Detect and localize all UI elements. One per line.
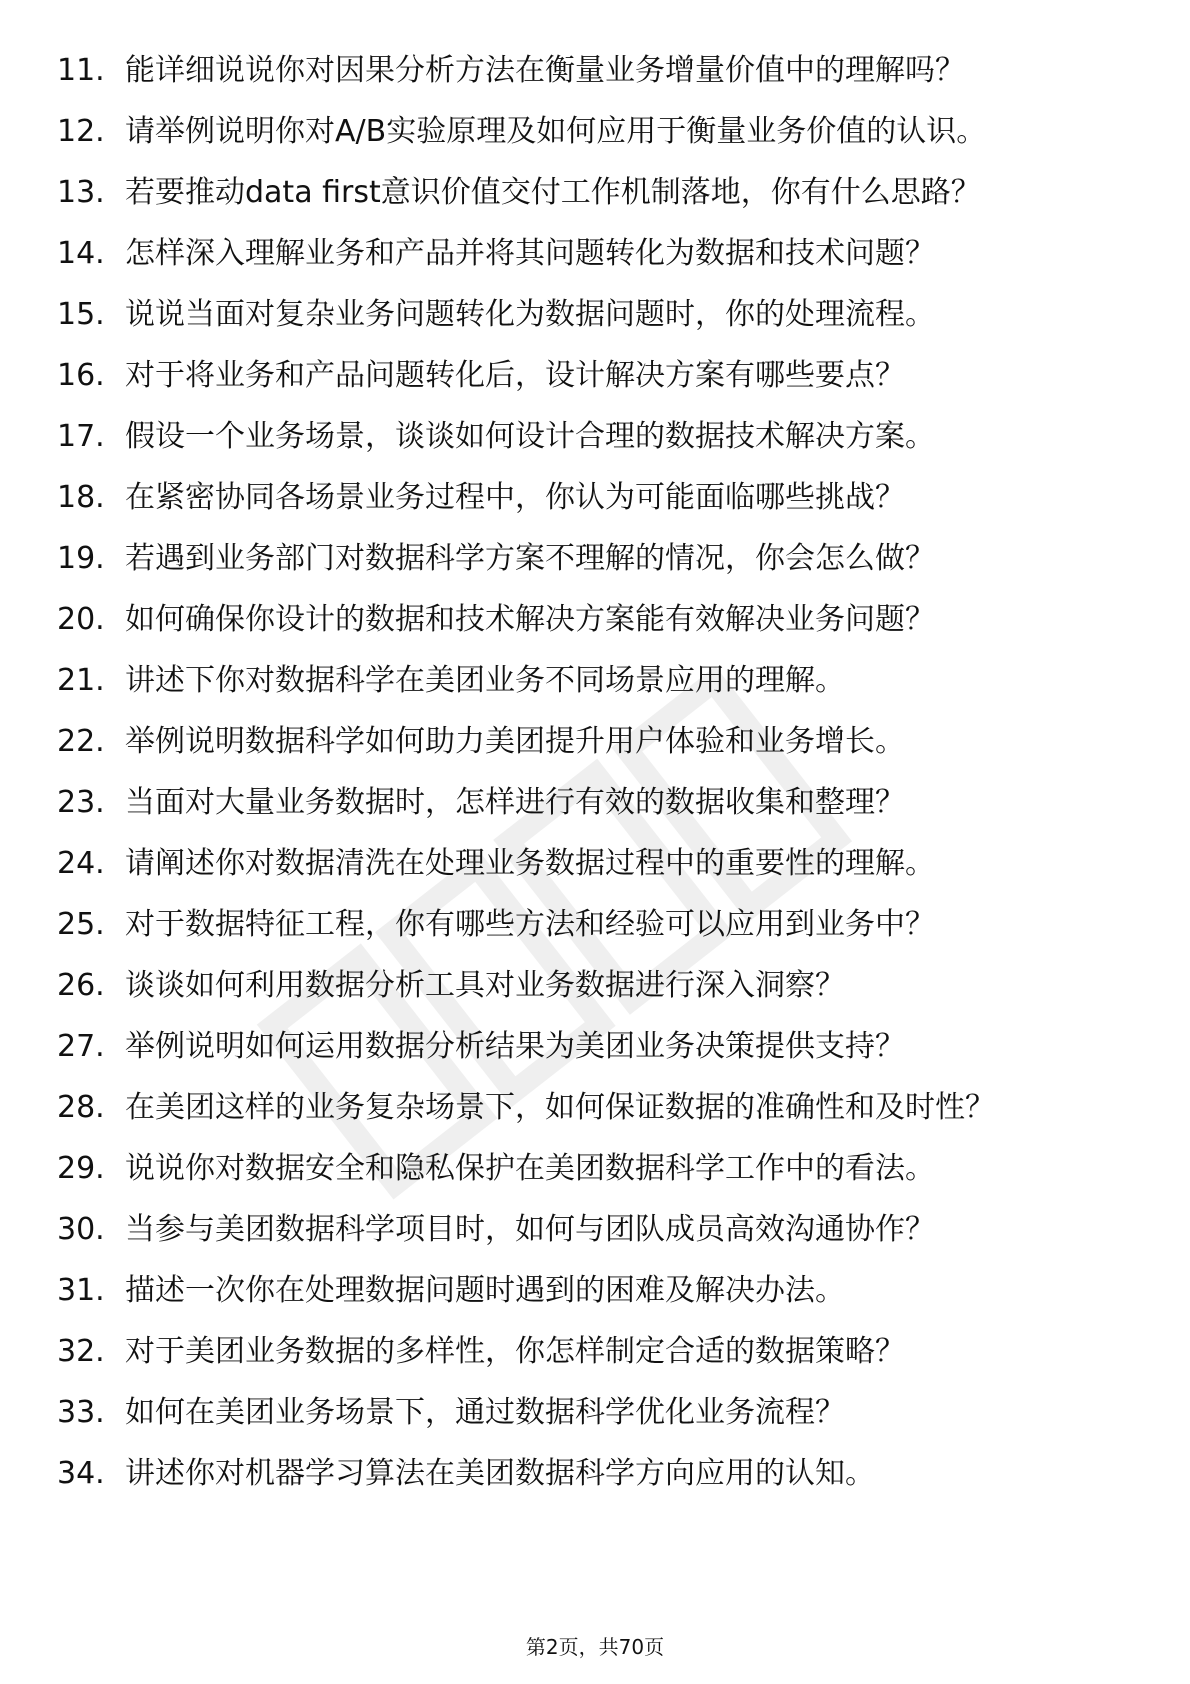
question-list xyxy=(57,52,1097,1516)
question-number: 26. xyxy=(57,968,105,1003)
list-item xyxy=(57,52,1097,90)
list-item xyxy=(57,479,1097,517)
question-number: 18. xyxy=(57,480,105,515)
question-text: 说说你对数据安全和隐私保护在美团数据科学工作中的看法。 xyxy=(125,1151,935,1186)
question-text: 说说当面对复杂业务问题转化为数据问题时，你的处理流程。 xyxy=(125,297,935,332)
list-item xyxy=(57,662,1097,700)
question-number: 23. xyxy=(57,785,105,820)
list-item xyxy=(57,357,1097,395)
list-item xyxy=(57,1150,1097,1188)
list-item xyxy=(57,113,1097,151)
question-number: 14. xyxy=(57,236,105,271)
list-item xyxy=(57,418,1097,456)
question-text: 讲述你对机器学习算法在美团数据科学方向应用的认知。 xyxy=(125,1456,875,1491)
question-number: 30. xyxy=(57,1212,105,1247)
question-number: 25. xyxy=(57,907,105,942)
list-item xyxy=(57,1455,1097,1493)
question-text: 在紧密协同各场景业务过程中，你认为可能面临哪些挑战？ xyxy=(125,480,905,515)
list-item xyxy=(57,540,1097,578)
question-number: 33. xyxy=(57,1395,105,1430)
question-number: 17. xyxy=(57,419,105,454)
list-item xyxy=(57,174,1097,212)
question-number: 21. xyxy=(57,663,105,698)
question-text: 在美团这样的业务复杂场景下，如何保证数据的准确性和及时性？ xyxy=(125,1090,995,1125)
question-number: 27. xyxy=(57,1029,105,1064)
list-item xyxy=(57,784,1097,822)
list-item xyxy=(57,1394,1097,1432)
question-number: 15. xyxy=(57,297,105,332)
question-text: 请举例说明你对A/B实验原理及如何应用于衡量业务价值的认识。 xyxy=(125,114,987,149)
list-item xyxy=(57,906,1097,944)
question-number: 19. xyxy=(57,541,105,576)
list-item xyxy=(57,1333,1097,1371)
question-number: 28. xyxy=(57,1090,105,1125)
question-text: 若要推动data first意识价值交付工作机制落地，你有什么思路？ xyxy=(125,175,981,210)
list-item xyxy=(57,1089,1097,1127)
question-number: 34. xyxy=(57,1456,105,1491)
question-text: 能详细说说你对因果分析方法在衡量业务增量价值中的理解吗？ xyxy=(125,53,965,88)
list-item xyxy=(57,1272,1097,1310)
list-item xyxy=(57,235,1097,273)
question-number: 20. xyxy=(57,602,105,637)
list-item xyxy=(57,1028,1097,1066)
question-text: 假设一个业务场景，谈谈如何设计合理的数据技术解决方案。 xyxy=(125,419,935,454)
list-item xyxy=(57,967,1097,1005)
list-item xyxy=(57,723,1097,761)
question-text: 请阐述你对数据清洗在处理业务数据过程中的重要性的理解。 xyxy=(125,846,935,881)
list-item xyxy=(57,296,1097,334)
question-number: 11. xyxy=(57,53,105,88)
question-text: 对于美团业务数据的多样性，你怎样制定合适的数据策略？ xyxy=(125,1334,905,1369)
question-text: 怎样深入理解业务和产品并将其问题转化为数据和技术问题？ xyxy=(125,236,935,271)
question-number: 32. xyxy=(57,1334,105,1369)
list-item xyxy=(57,845,1097,883)
question-number: 24. xyxy=(57,846,105,881)
question-text: 当参与美团数据科学项目时，如何与团队成员高效沟通协作？ xyxy=(125,1212,935,1247)
question-number: 31. xyxy=(57,1273,105,1308)
question-number: 29. xyxy=(57,1151,105,1186)
question-text: 举例说明如何运用数据分析结果为美团业务决策提供支持？ xyxy=(125,1029,905,1064)
question-number: 13. xyxy=(57,175,105,210)
question-text: 如何在美团业务场景下，通过数据科学优化业务流程？ xyxy=(125,1395,845,1430)
question-text: 描述一次你在处理数据问题时遇到的困难及解决办法。 xyxy=(125,1273,845,1308)
list-item xyxy=(57,601,1097,639)
question-text: 当面对大量业务数据时，怎样进行有效的数据收集和整理？ xyxy=(125,785,905,820)
question-number: 16. xyxy=(57,358,105,393)
question-text: 对于将业务和产品问题转化后，设计解决方案有哪些要点？ xyxy=(125,358,905,393)
question-text: 若遇到业务部门对数据科学方案不理解的情况，你会怎么做？ xyxy=(125,541,935,576)
question-number: 22. xyxy=(57,724,105,759)
question-text: 对于数据特征工程，你有哪些方法和经验可以应用到业务中？ xyxy=(125,907,935,942)
question-text: 讲述下你对数据科学在美团业务不同场景应用的理解。 xyxy=(125,663,845,698)
page-indicator: 第2页，共70页 xyxy=(525,1635,665,1659)
question-text: 如何确保你设计的数据和技术解决方案能有效解决业务问题？ xyxy=(125,602,935,637)
question-text: 举例说明数据科学如何助力美团提升用户体验和业务增长。 xyxy=(125,724,905,759)
list-item xyxy=(57,1211,1097,1249)
question-text: 谈谈如何利用数据分析工具对业务数据进行深入洞察？ xyxy=(125,968,845,1003)
question-number: 12. xyxy=(57,114,105,149)
